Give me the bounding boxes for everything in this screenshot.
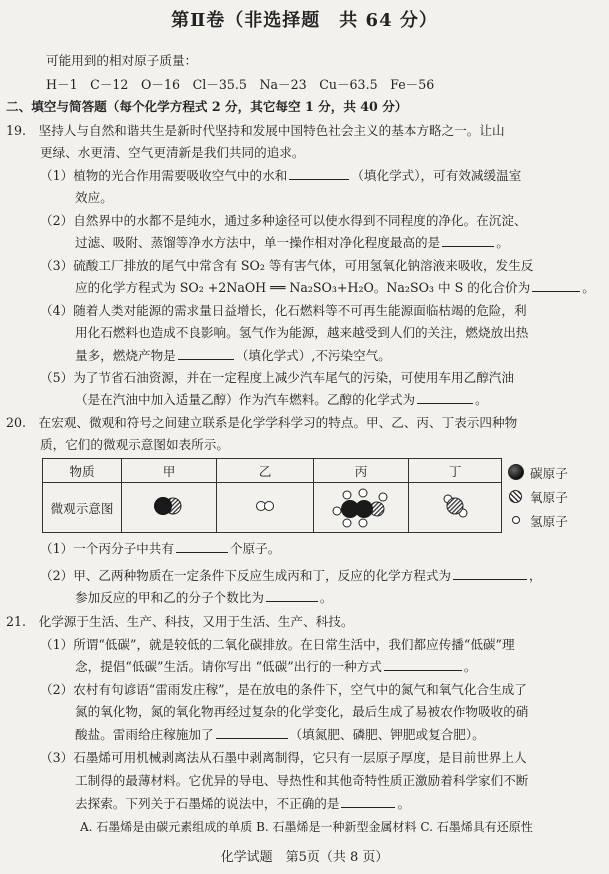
table-row-label: 微观示意图	[43, 483, 122, 533]
co-molecule-icon	[149, 494, 189, 518]
table-header-jia: 甲	[122, 459, 217, 483]
q19-part4-line2: 用化石燃料也造成不良影响。氢气作为能源，越来越受到人们的关注，燃烧放出热	[75, 325, 529, 340]
page-footer: 化学试题 第5页（共 8 页）	[220, 850, 389, 865]
q21-part2-line2: 氮的氧化物，氮的氧化物再经过复杂的化学变化，最后生成了易被农作物吸收的硝	[75, 704, 529, 719]
q19-part4-line3: 量多，燃烧产物是 （填化学式）,不污染空气。	[75, 348, 391, 363]
answer-blank[interactable]	[442, 234, 494, 247]
q20-part2-line2: 参加反应的甲和乙的分子个数比为 。	[75, 590, 333, 605]
h2o-molecule-icon	[435, 491, 475, 521]
legend-oxygen: 氧原子	[508, 484, 568, 508]
legend-carbon: 碳原子	[508, 460, 568, 484]
q19-stem-line1: 19. 坚持人与自然和谐共生是新时代坚持和发展中国特色社会主义的基本方略之一。让山	[6, 123, 505, 138]
q21-part3-line1: （3）石墨烯可用机械剥离法从石墨中剥离制得，它只有一层原子厚度，是目前世界上人	[40, 750, 527, 765]
table-header-substance: 物质	[43, 459, 122, 483]
molecule-table	[42, 458, 502, 533]
oxygen-atom-icon	[509, 490, 522, 503]
q19-part2-line2: 过滤、吸附、蒸馏等净水方法中，单一操作相对净化程度最高的是 。	[75, 235, 509, 250]
q19-part4-line1: （4）随着人类对能源的需求量日益增长，化石燃料等不可再生能源面临枯竭的危险，利	[40, 303, 527, 318]
legend-hydrogen: 氢原子	[508, 508, 568, 532]
answer-blank[interactable]	[417, 391, 473, 404]
q19-part5-line1: （5）为了节省石油资源，并在一定程度上减少汽车尾气的污染，可使用车用乙醇汽油	[40, 370, 514, 385]
answer-blank[interactable]	[384, 658, 462, 671]
q21-part3-line3: 去探索。下列关于石墨烯的说法中，不正确的是 。	[75, 796, 411, 811]
q21-stem: 21. 化学源于生活、生产、科技，又用于生活、生产、科技。	[6, 614, 354, 629]
q19-part3-line2: 应的化学方程式为 SO₂ +2NaOH ══ Na₂SO₃+H₂O。Na₂SO₃ 中 S 的化合价为 。	[75, 280, 595, 295]
answer-blank[interactable]	[289, 167, 349, 180]
molecule-ding	[409, 483, 502, 533]
section-heading: 二、填空与简答题（每个化学方程式 2 分，其它每空 1 分，共 40 分）	[6, 99, 408, 114]
h2-molecule-icon	[250, 496, 280, 516]
answer-blank[interactable]	[176, 540, 228, 553]
q21-part1-line2: 念，提倡“低碳”生活。请你写出 “低碳”出行的一种方式 。	[75, 659, 477, 674]
answer-blank[interactable]	[341, 795, 395, 808]
answer-blank[interactable]	[266, 589, 318, 602]
carbon-atom-icon	[508, 464, 524, 480]
q21-part1-line1: （1）所谓“低碳”，就是较低的二氧化碳排放。在日常生活中，我们都应传播“低碳”理	[40, 637, 515, 652]
q21-options: A. 石墨烯是由碳元素组成的单质 B. 石墨烯是一种新型金属材料 C. 石墨烯具有还原性	[80, 820, 533, 834]
answer-blank[interactable]	[532, 279, 580, 292]
table-header-ding: 丁	[409, 459, 502, 483]
q19-part3-line1: （3）硫酸工厂排放的尾气中常含有 SO₂ 等有害气体，可用氢氧化钠溶液来吸收，发生反	[40, 258, 534, 273]
atom-legend	[508, 460, 568, 532]
molecule-jia	[122, 483, 217, 533]
q21-part3-line2: 工制得的最薄材料。它优异的导电、导热性和其他奇特性质正激励着科学家们不断	[75, 773, 529, 788]
atomic-mass-list: H－1 C－12 O－16 Cl－35.5 Na－23 Cu－63.5 Fe－56	[46, 77, 435, 92]
q19-part1-line2: 效应。	[75, 190, 113, 205]
table-header-yi: 乙	[217, 459, 314, 483]
q21-part2-line1: （2）农村有句谚语“雷雨发庄稼”，是在放电的条件下，空气中的氮气和氧气化合生成了	[40, 682, 527, 697]
ethanol-molecule-icon	[329, 483, 393, 529]
q19-stem-line2: 更绿、水更清、空气更清新是我们共同的追求。	[40, 145, 305, 160]
q19-part5-line2: （是在汽油中加入适量乙醇）作为汽车燃料。乙醇的化学式为 。	[75, 392, 488, 407]
molecule-bing	[314, 483, 409, 533]
q21-part2-line3: 酸盐。雷雨给庄稼施加了 （填氮肥、磷肥、钾肥或复合肥）。	[75, 727, 485, 742]
answer-blank[interactable]	[178, 347, 234, 360]
atomic-mass-intro: 可能用到的相对原子质量：	[46, 53, 198, 68]
q20-stem-line2: 质，它们的微观示意图如表所示。	[40, 437, 229, 452]
q19-part1-line1: （1）植物的光合作用需要吸收空气中的水和 （填化学式），可有效减缓温室	[40, 168, 522, 183]
answer-blank[interactable]	[453, 567, 527, 580]
q20-part2-line1: （2）甲、乙两种物质在一定条件下反应生成丙和丁，反应的化学方程式为 ，	[40, 568, 542, 583]
molecule-yi	[217, 483, 314, 533]
answer-blank[interactable]	[216, 726, 288, 739]
q19-part2-line1: （2）自然界中的水都不是纯水，通过多种途径可以使水得到不同程度的净化。在沉淀、	[40, 213, 527, 228]
page-title: 第Ⅱ卷（非选择题 共 64 分）	[171, 10, 438, 31]
table-header-bing: 丙	[314, 459, 409, 483]
q20-part1: （1）一个丙分子中共有 个原子。	[40, 541, 281, 556]
q20-stem-line1: 20. 在宏观、微观和符号之间建立联系是化学学科学习的特点。甲、乙、丙、丁表示四种物	[6, 415, 518, 430]
hydrogen-atom-icon	[512, 516, 520, 524]
